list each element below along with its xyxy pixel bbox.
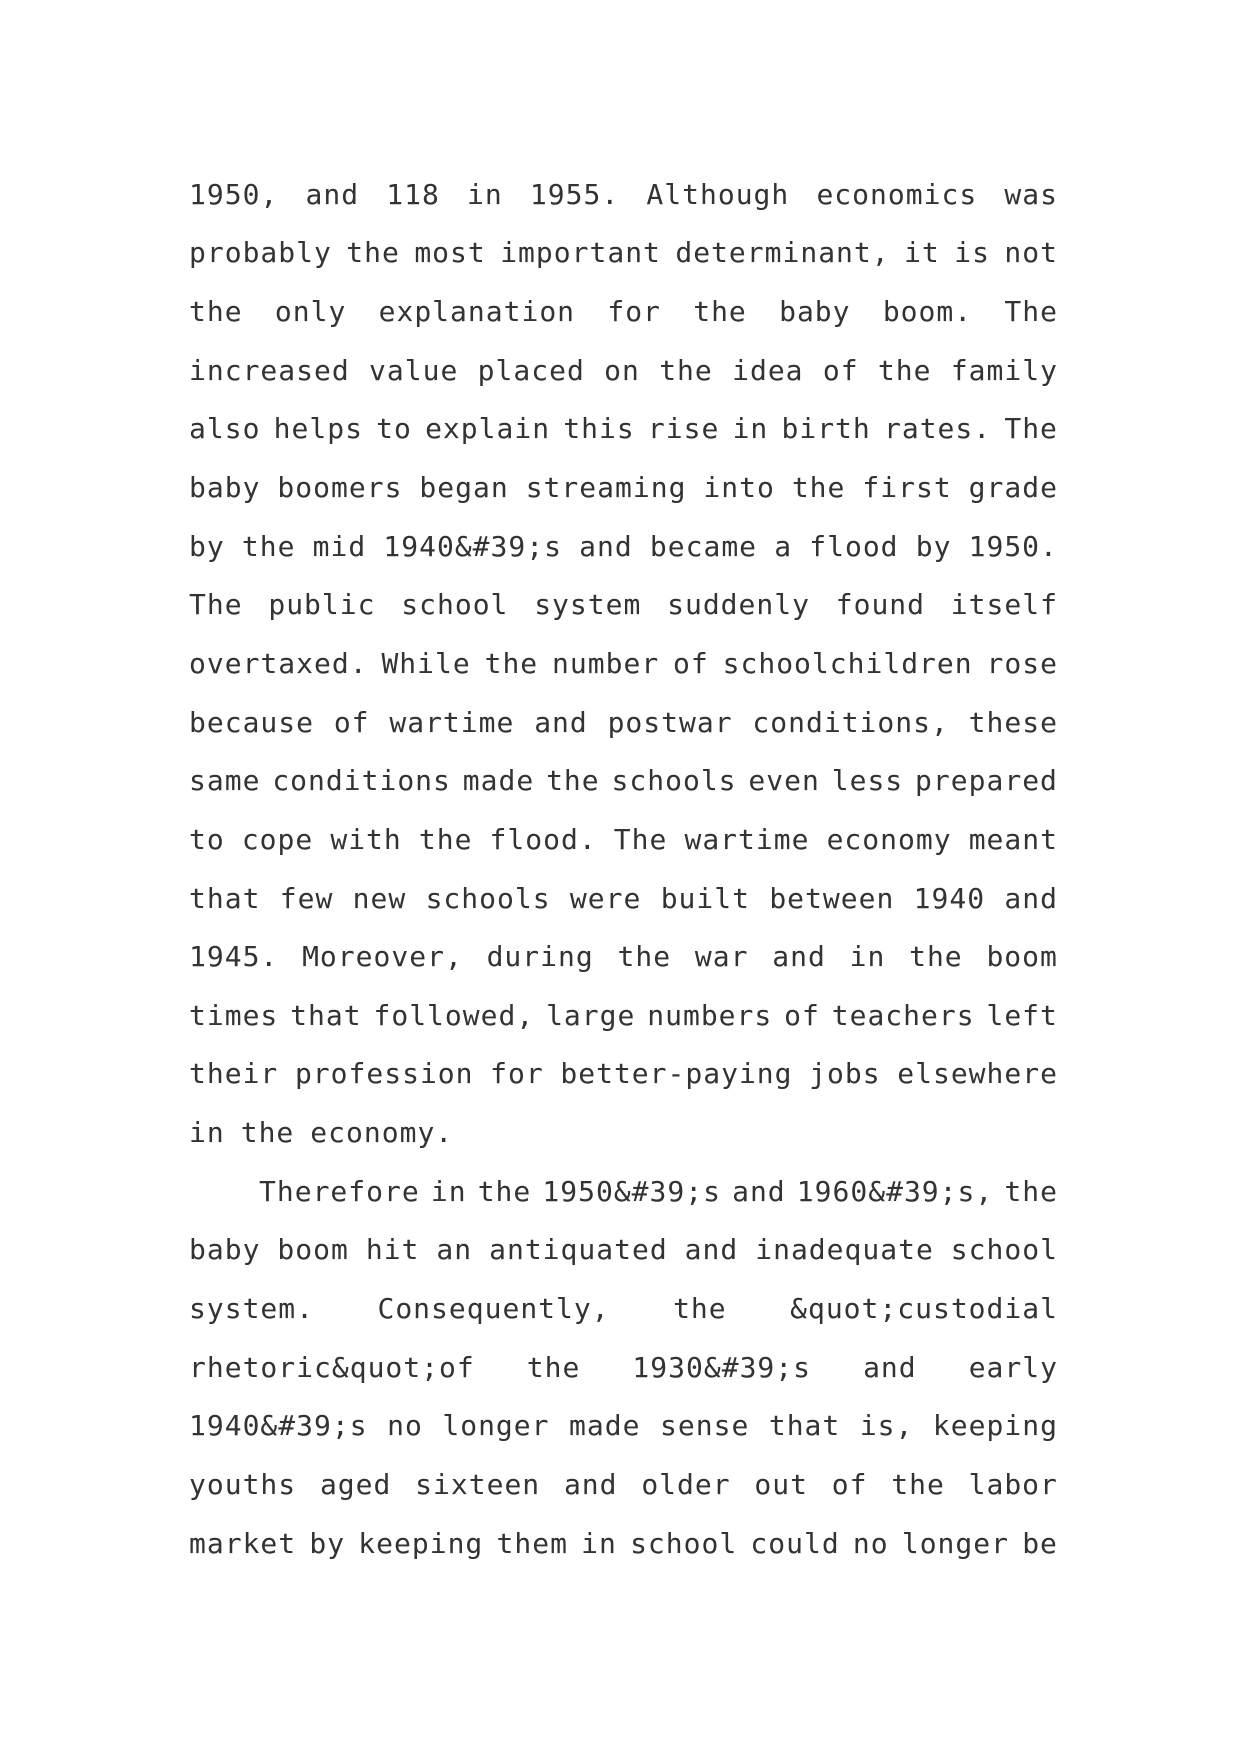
word: helps (273, 412, 363, 446)
text-line (189, 869, 1058, 928)
word: 1950, (189, 177, 279, 211)
word: sense (660, 1409, 750, 1443)
text-line (189, 927, 1058, 986)
word: flood (809, 529, 899, 563)
word: Although (646, 177, 790, 211)
word: an (436, 1233, 473, 1267)
word: meant (968, 822, 1058, 856)
word: keeping (358, 1526, 484, 1560)
text-line (189, 1103, 1058, 1162)
word: in (849, 940, 886, 974)
text-line (189, 1162, 1058, 1221)
word: no (387, 1409, 423, 1443)
word: these (968, 705, 1058, 739)
word: value (369, 353, 459, 387)
word: only (274, 295, 347, 329)
word: most (414, 236, 486, 270)
word: conditions (272, 764, 451, 798)
word: of (333, 705, 370, 739)
word: the (484, 646, 539, 680)
word: explanation (378, 295, 576, 329)
word: rose (986, 646, 1058, 680)
text-line (189, 458, 1058, 517)
word: early (968, 1350, 1058, 1384)
word: number (552, 646, 660, 680)
word: to (376, 412, 412, 446)
word: the (346, 236, 400, 270)
word: the (418, 822, 473, 856)
word: and (732, 1174, 786, 1208)
word: boom (277, 1233, 349, 1267)
word: in (732, 412, 769, 446)
word: The (1004, 295, 1058, 329)
word: and (579, 529, 633, 563)
word: times (189, 998, 279, 1032)
word: youths (189, 1467, 297, 1501)
word: suddenly (667, 588, 810, 622)
text-line (189, 810, 1058, 869)
word: the (877, 353, 932, 387)
word: 1940&#39;s (383, 529, 562, 563)
word: rates. (883, 412, 992, 446)
word: market (189, 1526, 297, 1560)
word: numbers (647, 998, 773, 1032)
text-line (189, 282, 1058, 341)
word: baby (189, 471, 261, 505)
word: of (831, 1467, 868, 1501)
word: placed (477, 353, 585, 387)
body-text (189, 165, 1058, 1572)
word: and (534, 705, 588, 739)
word: of (822, 353, 859, 387)
word: the (693, 295, 747, 329)
word: baby (189, 1233, 261, 1267)
word: first (862, 471, 952, 505)
word: during (486, 940, 594, 974)
word: the (1004, 1174, 1058, 1208)
text-line (189, 1338, 1058, 1397)
word: and (1004, 881, 1058, 915)
word: elsewhere (897, 1057, 1058, 1091)
word: in (581, 1526, 617, 1560)
word: public (268, 588, 376, 622)
word: that (290, 998, 362, 1032)
word: be (1022, 1526, 1058, 1560)
word: that (768, 1409, 841, 1443)
word: 1950&#39;s (542, 1174, 721, 1208)
word: aged (319, 1467, 392, 1501)
word: the (673, 1291, 727, 1325)
word: the (617, 940, 672, 974)
word: by (309, 1526, 346, 1560)
word: The (1004, 412, 1058, 446)
word: 118 (386, 177, 440, 211)
word: wartime (684, 822, 810, 856)
word: &quot;custodial (790, 1291, 1058, 1325)
word: for (490, 1057, 544, 1091)
word: 1930&#39;s (632, 1350, 811, 1384)
word: to (189, 822, 225, 856)
word: on (604, 353, 640, 387)
word: the (891, 1467, 945, 1501)
word: 1960&#39;s, (796, 1174, 994, 1208)
word: inadequate (755, 1233, 934, 1267)
word: the (909, 940, 963, 974)
word: antiquated (489, 1233, 668, 1267)
word: boomers (277, 471, 403, 505)
text-line (189, 693, 1058, 752)
word: no (852, 1526, 889, 1560)
word: family (950, 353, 1058, 387)
word: and (772, 940, 826, 974)
word: rise (647, 412, 720, 446)
word: the (189, 295, 243, 329)
text-line (189, 517, 1058, 576)
word: with (330, 822, 402, 856)
word: 1940 (913, 881, 986, 915)
word: While (381, 646, 471, 680)
word: large (546, 998, 636, 1032)
word: of (784, 998, 820, 1032)
word: flood. (489, 822, 597, 856)
word: were (569, 881, 642, 915)
text-line (189, 165, 1058, 224)
word: even (748, 764, 820, 798)
word: and (305, 177, 360, 211)
word: cope (241, 822, 314, 856)
word: mid (312, 529, 367, 563)
word: economy. (310, 1116, 454, 1150)
word: because (189, 705, 315, 739)
word: prepared (915, 764, 1058, 798)
word: their (189, 1057, 279, 1091)
word: the (526, 1350, 581, 1384)
word: longer (901, 1526, 1009, 1560)
word: between (769, 881, 895, 915)
text-line (189, 1045, 1058, 1104)
word: made (462, 764, 535, 798)
word: few (279, 881, 334, 915)
word: the (791, 471, 846, 505)
word: same (189, 764, 261, 798)
word: 1950. (968, 529, 1058, 563)
word: overtaxed. (189, 646, 368, 680)
word: better-paying (560, 1057, 793, 1091)
word: grade (968, 471, 1058, 505)
word: important (500, 236, 661, 270)
word: longer (442, 1409, 550, 1443)
word: is, (859, 1409, 914, 1443)
word: schoolchildren (722, 646, 973, 680)
word: them (496, 1526, 568, 1560)
word: 1955. (529, 177, 620, 211)
word: out (754, 1467, 808, 1501)
word: schools (425, 881, 551, 915)
text-line (189, 400, 1058, 459)
word: by (915, 529, 952, 563)
text-line (189, 1455, 1058, 1514)
word: this (563, 412, 635, 446)
word: and (684, 1233, 739, 1267)
word: determinant, (675, 236, 890, 270)
word: is (954, 236, 990, 270)
word: was (1004, 177, 1058, 211)
word: birth (781, 412, 871, 446)
word: system. (189, 1291, 315, 1325)
word: left (986, 998, 1058, 1032)
word: school (630, 1526, 738, 1560)
word: Consequently, (377, 1291, 610, 1325)
text-line (189, 575, 1058, 634)
word: The (189, 588, 243, 622)
word: boom (986, 940, 1058, 974)
word: in (430, 1174, 467, 1208)
word: school (950, 1233, 1058, 1267)
word: found (835, 588, 926, 622)
word: of (673, 646, 709, 680)
word: built (660, 881, 750, 915)
word: the (240, 1116, 295, 1150)
word: also (189, 412, 261, 446)
text-line (189, 634, 1058, 693)
word: war (694, 940, 749, 974)
word: by (189, 529, 225, 563)
word: sixteen (415, 1467, 541, 1501)
text-line (189, 751, 1058, 810)
word: boom. (882, 295, 973, 329)
word: schools (611, 764, 737, 798)
word: Moreover, (302, 940, 463, 974)
text-line (189, 224, 1058, 283)
word: increased (189, 353, 350, 387)
word: 1940&#39;s (189, 1409, 368, 1443)
word: jobs (809, 1057, 881, 1091)
word: probably (189, 236, 332, 270)
word: profession (294, 1057, 474, 1091)
word: new (352, 881, 407, 915)
word: 1945. (189, 940, 279, 974)
word: it (904, 236, 940, 270)
word: made (569, 1409, 641, 1443)
word: explain (425, 412, 551, 446)
word: a (774, 529, 793, 563)
text-line (189, 986, 1058, 1045)
word: began (419, 471, 509, 505)
word: that (189, 881, 261, 915)
word: followed, (373, 998, 535, 1032)
word: The (613, 822, 668, 856)
text-line (189, 1279, 1058, 1338)
word: teachers (831, 998, 975, 1032)
word: hit (365, 1233, 420, 1267)
word: could (750, 1526, 840, 1560)
text-line (189, 1396, 1058, 1455)
word: keeping (932, 1409, 1058, 1443)
word: not (1004, 236, 1058, 270)
word: less (831, 764, 904, 798)
word: economics (816, 177, 978, 211)
word: for (607, 295, 661, 329)
word: streaming (525, 471, 687, 505)
word: Therefore (259, 1174, 420, 1208)
text-line (189, 341, 1058, 400)
word: the (241, 529, 296, 563)
word: wartime (389, 705, 515, 739)
text-line (189, 1221, 1058, 1280)
word: older (641, 1467, 731, 1501)
text-line (189, 1514, 1058, 1573)
word: became (649, 529, 758, 563)
word: and (563, 1467, 618, 1501)
word: the (659, 353, 713, 387)
word: conditions, (752, 705, 949, 739)
word: into (703, 471, 775, 505)
word: the (477, 1174, 532, 1208)
word: economy (826, 822, 952, 856)
word: labor (968, 1467, 1058, 1501)
word: and (863, 1350, 917, 1384)
word: school (401, 588, 509, 622)
word: postwar (607, 705, 733, 739)
word: itself (950, 588, 1058, 622)
word: the (546, 764, 600, 798)
word: in (189, 1116, 225, 1150)
word: rhetoric&quot;of (189, 1350, 475, 1384)
word: system (534, 588, 642, 622)
word: idea (732, 353, 804, 387)
word: in (467, 177, 503, 211)
word: baby (779, 295, 851, 329)
